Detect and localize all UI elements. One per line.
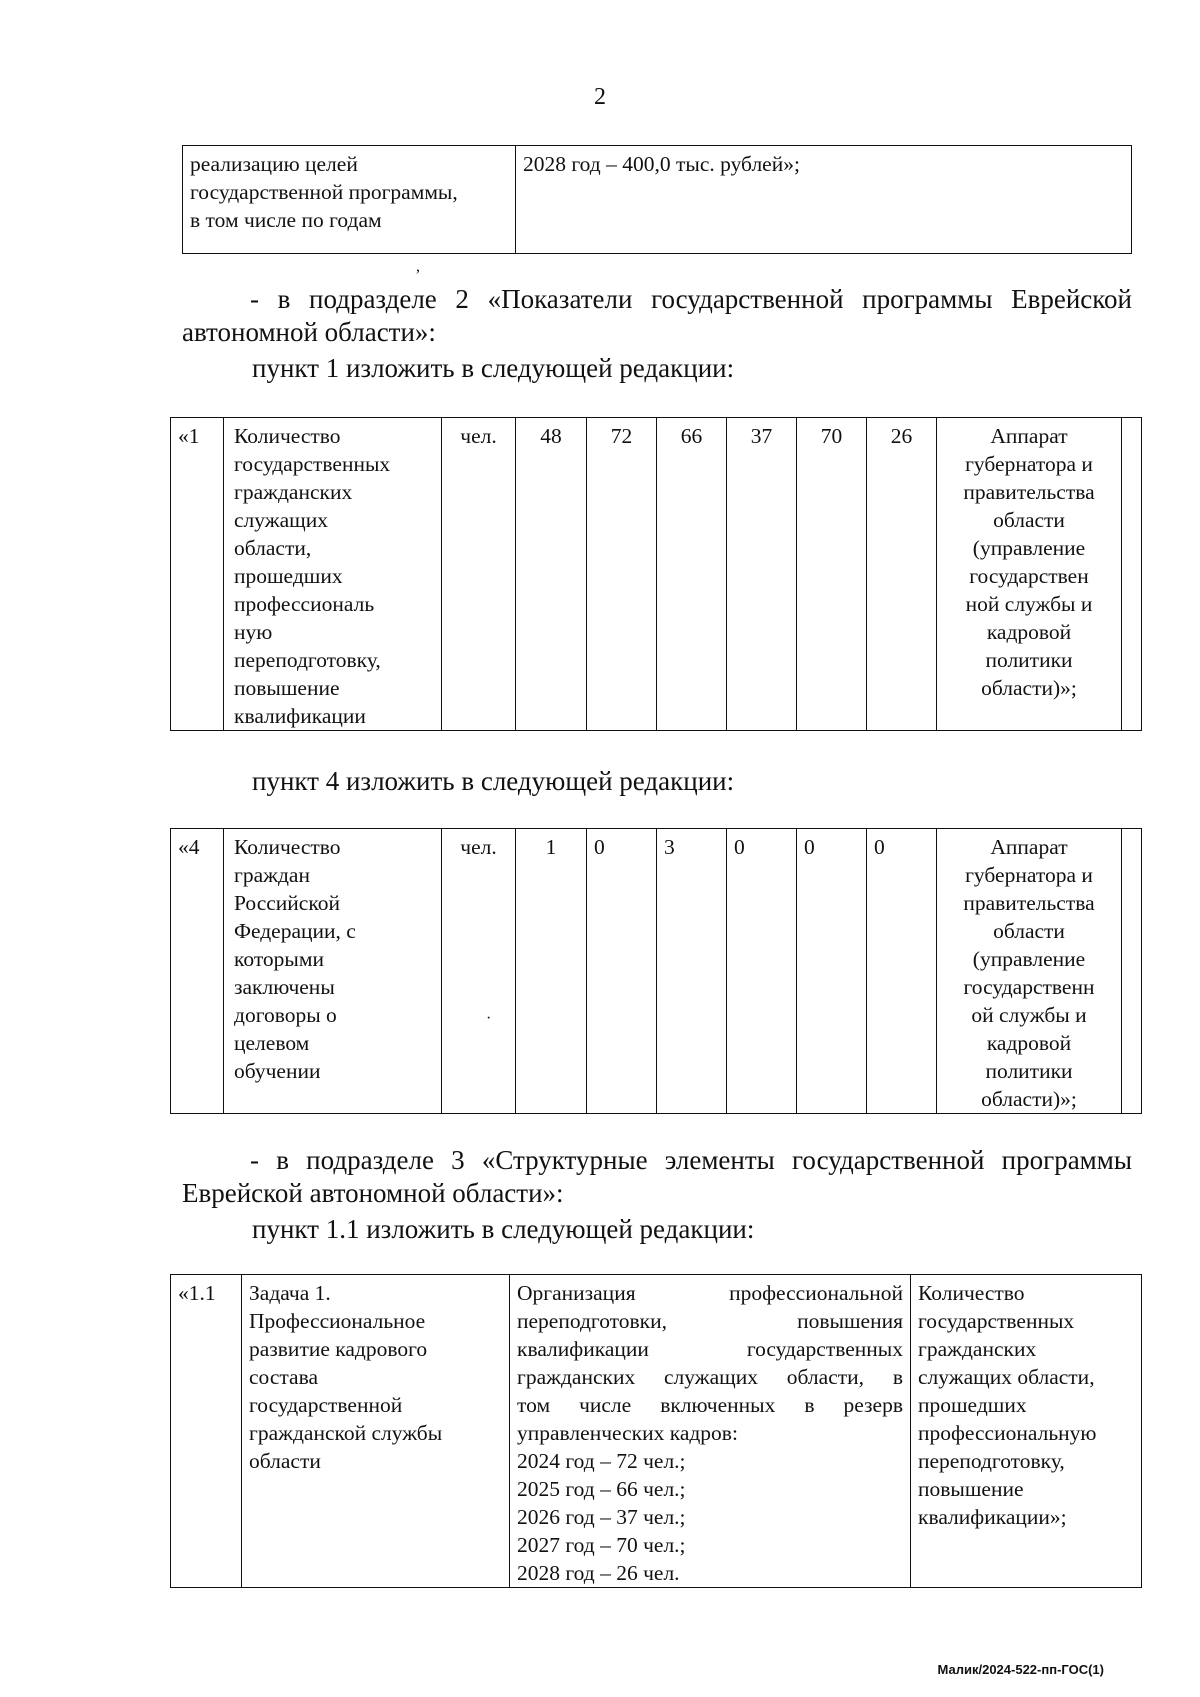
section3-intro-line1: - в подразделе 3 «Структурные элементы государственной программы [250,1145,1132,1175]
t2-name-line: Федерации, с [234,919,356,943]
t2-responsible-line: ой службы и [971,1003,1087,1027]
t3-activity-line: гражданских служащих области, в [517,1365,903,1389]
t1-value: 37 [727,418,797,731]
t1-name-line: переподготовку, [234,648,381,672]
t2-name-line: Количество [234,835,341,859]
top-table-left-line: государственной программы, [190,180,458,204]
t1-responsible-line: (управление [972,536,1086,560]
t3-result [911,1275,1142,1588]
t2-name-line: Российской [234,891,340,915]
t3-result-line: прошедших [918,1393,1027,1417]
t1-responsible-line: политики [985,648,1073,672]
t1-responsible-line: государствен [969,564,1089,588]
top-table-left-line: в том числе по годам [190,208,382,232]
t1-value: 72 [587,418,657,731]
document-code: Малик/2024-522-пп-ГОС(1) [937,1662,1104,1677]
t3-result-line: служащих области, [918,1365,1095,1389]
t1-name-line: Количество [234,424,341,448]
t2-responsible-line: области [993,919,1065,943]
top-table-left-cell [183,146,516,254]
t2-name-line: целевом [234,1031,310,1055]
t1-responsible-line: области [993,508,1065,532]
t2-name-line: обучении [234,1059,321,1083]
t2-responsible-line: области)»; [981,1087,1077,1111]
t2-value: 0 [867,829,937,1114]
section2-intro-line1: - в подразделе 2 «Показатели государственной программы Еврейской [250,284,1132,314]
section2-intro [182,283,1132,349]
t2-name-line: договоры о [234,1003,337,1027]
t3-activity-line: 2026 год – 37 чел.; [517,1505,686,1529]
t3-task-line: развитие кадрового [249,1337,428,1361]
t3-task-line: государственной [249,1393,403,1417]
t2-value: 3 [657,829,727,1114]
t3-activity-line: Организация профессиональной [517,1281,903,1305]
t2-name [224,829,442,1114]
t1-name-line: государственных [234,452,391,476]
t2-responsible-line: государственн [963,975,1095,999]
t1-responsible [937,418,1122,731]
t3-activity-line: 2025 год – 66 чел.; [517,1477,686,1501]
t1-name-line: повышение [234,676,340,700]
t3-activity-line: 2028 год – 26 чел. [517,1561,680,1585]
t3-activity-line: квалификации государственных [517,1337,903,1361]
t3-task-line: гражданской службы [249,1421,443,1445]
t3-result-line: переподготовку, [918,1449,1065,1473]
point1-intro: пункт 1 изложить в следующей редакции: [252,353,735,383]
top-table-right-cell: 2028 год – 400,0 тыс. рублей»; [516,146,1132,254]
t3-result-line: квалификации»; [918,1505,1067,1529]
t2-responsible-line: губернатора и [965,863,1093,887]
t3-activity-line: 2024 год – 72 чел.; [517,1449,686,1473]
t2-responsible-line: Аппарат [990,835,1068,859]
section3-intro [182,1144,1132,1210]
t3-result-line: Количество [918,1281,1025,1305]
t1-name-line: квалификации [234,704,366,728]
stray-mark: , [416,258,420,275]
stray-mark: · [486,1010,492,1027]
t1-responsible-line: Аппарат [990,424,1068,448]
top-table-left-line: реализацию целей [190,152,358,176]
t3-activity-line: управленческих кадров: [517,1421,738,1445]
point4-intro: пункт 4 изложить в следующей редакции: [252,766,735,796]
t3-result-line: государственных [918,1309,1075,1333]
t3-task-line: области [249,1449,321,1473]
t3-result-line: повышение [918,1477,1024,1501]
t3-result-line: гражданских [918,1337,1037,1361]
t3-task [242,1275,510,1588]
structural-elements-table [170,1274,1142,1588]
t2-responsible-line: политики [985,1059,1073,1083]
t2-name-line: граждан [234,863,310,887]
t2-responsible-line: (управление [972,947,1086,971]
section3-intro-line2: Еврейской автономной области»: [182,1178,564,1208]
t1-value: 48 [516,418,587,731]
t1-name-line: служащих [234,508,328,532]
t2-unit: чел. [442,829,516,1114]
t2-value: 0 [587,829,657,1114]
point11-intro: пункт 1.1 изложить в следующей редакции: [252,1214,755,1244]
t1-responsible-line: правительства [963,480,1095,504]
t3-num: «1.1 [171,1275,242,1588]
t1-name [224,418,442,731]
top-table [182,145,1132,254]
t2-last [1122,829,1142,1114]
t1-value: 66 [657,418,727,731]
t1-last [1122,418,1142,731]
indicator-table-1 [170,417,1142,731]
t1-value: 70 [797,418,867,731]
t2-responsible-line: кадровой [986,1031,1072,1055]
t2-responsible [937,829,1122,1114]
t2-value: 0 [797,829,867,1114]
t1-responsible-line: кадровой [986,620,1072,644]
t1-value: 26 [867,418,937,731]
t3-activity-line: переподготовки, повышения [517,1309,903,1333]
indicator-table-4 [170,828,1142,1114]
t1-responsible-line: области)»; [981,676,1077,700]
t1-name-line: прошедших [234,564,343,588]
t1-num: «1 [171,418,224,731]
t3-task-line: Профессиональное [249,1309,426,1333]
t3-task-line: состава [249,1365,318,1389]
section2-intro-line2: автономной области»: [182,317,436,347]
t1-responsible-line: ной службы и [965,592,1093,616]
t2-name-line: которыми [234,947,324,971]
t2-name-line: заключены [234,975,335,999]
t3-result-line: профессиональную [918,1421,1097,1445]
t2-value: 1 [516,829,587,1114]
t2-responsible-line: правительства [963,891,1095,915]
t3-activity-line: том числе включенных в резерв [517,1393,903,1417]
t1-name-line: профессиональ [234,592,375,616]
t2-num: «4 [171,829,224,1114]
t1-responsible-line: губернатора и [965,452,1093,476]
t1-name-line: гражданских [234,480,353,504]
t3-activity [510,1275,911,1588]
t1-name-line: ную [234,620,273,644]
t3-task-line: Задача 1. [249,1281,331,1305]
page-number: 2 [594,84,606,110]
t3-activity-line: 2027 год – 70 чел.; [517,1533,686,1557]
t1-unit: чел. [442,418,516,731]
t2-value: 0 [727,829,797,1114]
t1-name-line: области, [234,536,312,560]
